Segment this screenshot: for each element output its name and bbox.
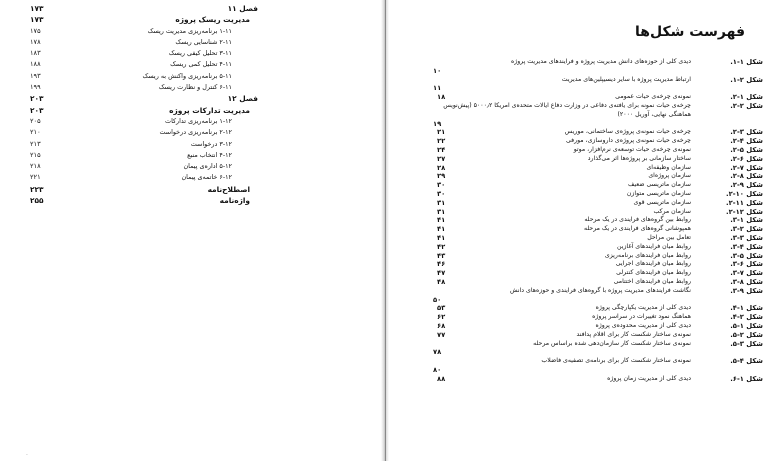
toc-entry-title: مدیریت تدارکات پروژه [169,105,250,115]
figure-page-number: ۷۸ [433,348,442,357]
toc-page-number: ۲۱۰ [30,128,41,137]
toc-row [30,26,258,37]
toc-row [30,150,258,161]
figure-label: شکل ۴-۵. [730,357,763,366]
toc-entry-title: ۱-۱۱ برنامه‌ریزی مدیریت ریسک [147,26,232,35]
figure-title: سازمان پروژه‌ای [648,172,691,180]
toc-page-number: ۱۷۳ [30,4,44,13]
figure-entry [429,330,763,340]
toc-entry-title: فصل ۱۲ [227,94,258,104]
figure-title: چرخه‌ی حیات نمونه‌ی پروژه‌ی داروسازی، مورفی [566,137,691,145]
figure-entry [429,260,763,269]
figure-title: چرخه‌ی حیات نمونه برای یافته‌ی دفاعی در وزارت دفاع ایالات متحده‌ی امریکا ۵۰۰۰٫۲ (پیش‌نویس هماهنگی نهایی، آوریل ۲۰۰۰) [443,101,691,118]
figure-entry [429,286,763,305]
figure-label: شکل ۲-۱. [730,75,763,84]
figure-label: شکل ۶-۳. [730,260,763,269]
toc-entry-title: ۳-۱۱ تحلیل کیفی ریسک [168,49,232,58]
figure-page-number: ۸۰ [433,365,442,374]
toc-page-number: ۲۵۵ [30,196,44,206]
figure-entry [429,145,763,155]
figure-page-number: ۳۱ [437,198,446,207]
figure-entry [429,225,763,234]
toc-page-number: ۱۹۹ [30,83,41,92]
figure-entry [429,374,763,384]
toc-page-number: ۲۰۵ [30,116,41,125]
figure-entry [429,75,763,94]
figure-title: نمونه‌ی ساختار شکست کار برای اقلام پدافند [576,330,691,338]
figure-label: شکل ۴-۳. [730,242,763,251]
figure-title: روابط میان فرایندهای کنترلی [616,269,691,277]
toc-page-number: ۲۰۳ [30,94,44,104]
figure-title: نمونه‌ی چرخه‌ی حیات توسعه‌ی نرم‌افزار، موتو [573,145,691,153]
toc-entry-title: اصطلاح‌نامه [207,184,250,194]
toc-entry-title: ۲-۱۱ شناسایی ریسک [175,37,232,46]
figure-entry [429,198,763,208]
toc-entry-title: ۱-۱۲ برنامه‌ریزی تدارکات [165,116,232,125]
toc-entry-title: فصل ۱۱ [227,4,258,13]
toc-row [30,71,258,82]
figure-entry [429,251,763,261]
toc-page-number: ۱۷۳ [30,15,44,25]
toc-row [30,3,258,14]
toc-entry-title: ۵-۱۲ اداره‌ی پیمان [183,162,232,171]
figures-list [429,58,763,383]
figure-title: روابط میان فرایندهای آغازین [617,242,691,250]
figure-title: تعامل بین مراحل [647,233,691,241]
figure-label: شکل ۸-۳. [730,277,763,286]
figure-entry [429,304,763,313]
figure-page-number: ۲۸ [437,163,446,172]
figure-title: روابط میان فرایندهای اختتامی [613,277,691,285]
figure-page-number: ۳۰ [437,181,446,190]
figure-page-number: ۲۴ [437,145,446,154]
figure-label: شکل ۵-۳. [730,251,763,260]
toc-page-number: ۲۱۸ [30,162,41,171]
toc-entry-title: ۳-۱۲ درخواست [190,139,232,148]
figure-label: شکل ۱-۴. [730,304,763,313]
figure-page-number: ۷۷ [437,330,446,339]
toc-row [30,48,258,59]
toc-page-number: ۲۲۱ [30,173,41,182]
figure-label: شکل ۸-۲. [730,172,763,181]
figure-entry [429,216,763,225]
figure-title: ارتباط مدیریت پروژه با سایر دیسیپلین‌های مدیریت [561,75,691,83]
figure-title: نمونه‌ی چرخه‌ی حیات عمومی [615,93,691,101]
figure-title: دیدی کلی از مدیریت محدوده‌ی پروژه [595,321,691,329]
figure-page-number: ۶۸ [437,321,446,330]
figure-entry [429,339,763,358]
figure-title: سازمان ماتریسی ضعیف [628,181,691,189]
table-of-contents [30,3,258,206]
gutter-line [385,0,386,461]
figure-entry [429,277,763,287]
figure-label: شکل ۲-۳. [730,225,763,234]
figure-entry [429,313,763,322]
toc-row [30,93,258,104]
figure-title: روابط میان فرایندهای اجرایی [615,260,691,268]
figure-entry [429,189,763,199]
figure-label: شکل ۱-۶. [730,374,763,383]
toc-entry-title: مدیریت ریسک پروژه [175,15,250,25]
figure-label: شکل ۱۱-۲. [726,198,763,207]
figure-label: شکل ۳-۵. [730,339,763,348]
figure-page-number: ۴۳ [437,251,446,260]
toc-row [30,37,258,48]
figure-entry [429,181,763,190]
toc-row [30,195,258,206]
toc-row [30,139,258,150]
figures-list-title: فهرست شکل‌ها [635,24,745,40]
figure-label: شکل ۳-۳. [730,233,763,242]
figure-label: شکل ۱۰-۲. [726,189,763,198]
figure-page-number: ۴۶ [437,260,446,269]
figure-title: نگاشت فرایندهای مدیریت پروژه با گروه‌های فرایندی و حوزه‌های دانش [509,286,691,294]
figure-label: شکل ۷-۲. [730,163,763,172]
figure-entry [429,163,763,173]
figure-page-number: ۱۹ [433,119,442,128]
toc-entry-title: ۴-۱۲ انتخاب منبع [187,150,232,159]
toc-page-number: ۱۸۳ [30,49,41,58]
figure-entry [429,357,763,375]
figure-label: شکل ۲-۵. [730,330,763,339]
figure-label: شکل ۵-۲. [730,145,763,154]
figure-page-number: ۶۲ [437,313,446,322]
figure-page-number: ۴۲ [437,242,446,251]
figure-page-number: ۴۱ [437,216,446,225]
figure-page-number: ۱۸ [437,93,446,102]
figure-title: دیدی کلی از حوزه‌های دانش مدیریت پروژه و فرایندهای مدیریت پروژه [510,58,691,65]
figure-title: روابط میان فرایندهای برنامه‌ریزی [604,251,691,259]
figure-page-number: ۴۸ [437,277,446,286]
figure-page-number: ۳۱ [437,207,446,216]
toc-page-number: ۲۲۳ [30,184,44,194]
toc-entry-title: ۶-۱۲ خاتمه‌ی پیمان [181,173,232,182]
figure-page-number: ۴۱ [437,225,446,234]
figure-title: سازمان ماتریسی متوازن [626,189,691,197]
toc-row [30,105,258,116]
figure-title: نمونه‌ی ساختار شکست کار برای برنامه‌ی تصفیه‌ی فاضلاب [541,357,691,365]
figure-entry [429,128,763,137]
toc-row [30,82,258,93]
figure-entry [429,321,763,331]
figure-page-number: ۵۰ [433,295,442,304]
figure-label: شکل ۹-۳. [730,286,763,295]
toc-row [30,59,258,70]
toc-row [30,161,258,172]
figure-title: سازمان وظیفه‌ای [646,163,691,171]
figure-title: چرخه‌ی حیات نمونه‌ی پروژه‌ی ساختمانی، موریس [564,128,691,136]
toc-page-number: ۲۱۵ [30,150,41,159]
figure-label: شکل ۱-۲. [730,93,763,102]
figure-title: سازمان مرکب [653,207,691,215]
toc-page-number: ۱۷۸ [30,37,41,46]
figure-title: ساختار سازمانی بر پروژه‌ها اثر می‌گذارد [587,154,691,162]
figure-entry [429,58,763,76]
left-page [0,0,381,461]
toc-row [30,116,258,127]
page-edge-mark: · [26,452,28,459]
figure-title: دیدی کلی از مدیریت زمان پروژه [607,374,691,382]
figure-page-number: ۳۰ [437,189,446,198]
figure-entry [429,233,763,243]
figure-label: شکل ۳-۲. [730,128,763,137]
figure-entry [429,172,763,181]
figure-title: نمونه‌ی ساختار شکست کار سازمان‌دهی شده براساس مرحله [533,339,691,347]
figure-label: شکل ۷-۳. [730,269,763,278]
toc-page-number: ۱۹۳ [30,71,41,80]
figure-label: شکل ۶-۲. [730,154,763,163]
figure-page-number: ۲۲ [437,137,446,146]
figure-title: دیدی کلی از مدیریت یکپارچگی پروژه [595,304,691,312]
figure-label: شکل ۴-۲. [730,137,763,146]
toc-entry-title: ۴-۱۱ تحلیل کمی ریسک [170,60,232,69]
figure-page-number: ۱۱ [433,84,442,93]
toc-page-number: ۲۰۳ [30,105,44,115]
figure-entry [429,242,763,252]
figure-label: شکل ۱-۱. [730,58,763,66]
figure-entry [429,101,763,128]
figure-page-number: ۴۱ [437,233,446,242]
toc-page-number: ۱۸۸ [30,60,41,69]
right-page [389,0,768,461]
toc-page-number: ۲۱۳ [30,139,41,148]
figure-label: شکل ۲-۲. [730,101,763,110]
figure-entry [429,154,763,164]
figure-title: سازمان ماتریسی قوی [633,198,691,206]
figure-title: روابط بین گروه‌های فرایندی در یک مرحله [584,216,691,224]
figure-label: شکل ۱-۵. [730,321,763,330]
toc-row [30,172,258,183]
figure-title: همپوشانی گروه‌های فرایندی در یک مرحله [584,225,691,233]
toc-entry-title: واژه‌نامه [219,196,250,206]
toc-row [30,127,258,138]
toc-entry-title: ۲-۱۲ برنامه‌ریزی درخواست [159,128,232,137]
figure-label: شکل ۲-۴. [730,313,763,322]
figure-page-number: ۵۳ [437,304,446,313]
figure-page-number: ۱۰ [433,66,442,75]
toc-row [30,184,258,195]
figure-page-number: ۲۱ [437,128,446,137]
figure-title: هماهنگ نمود تغییرات در سراسر پروژه [592,313,691,321]
figure-page-number: ۲۷ [437,154,446,163]
figure-entry [429,93,763,102]
figure-label: شکل ۱۲-۲. [726,207,763,216]
figure-label: شکل ۹-۲. [730,181,763,190]
toc-entry-title: ۵-۱۱ برنامه‌ریزی واکنش به ریسک [142,71,232,80]
figure-label: شکل ۱-۳. [730,216,763,225]
toc-row [30,14,258,25]
figure-page-number: ۸۸ [437,374,446,383]
toc-page-number: ۱۷۵ [30,26,41,35]
figure-entry [429,137,763,146]
figure-page-number: ۲۹ [437,172,446,181]
toc-entry-title: ۶-۱۱ کنترل و نظارت ریسک [158,83,232,92]
figure-entry [429,269,763,278]
figure-page-number: ۴۷ [437,269,446,278]
